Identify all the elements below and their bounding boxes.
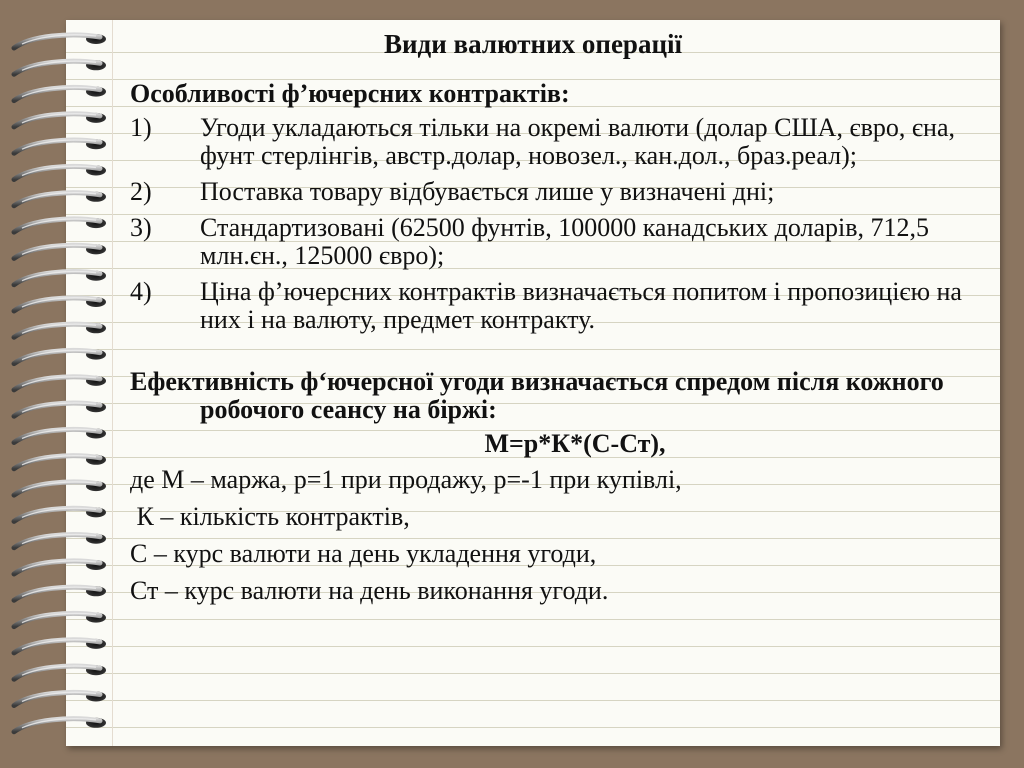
item-text: Ціна ф’ючерсних контрактів визначається попитом і пропозицією на них і на валюту, предмет контракту.: [200, 277, 962, 334]
slide-content: [130, 80, 980, 614]
binding-ring: [14, 402, 106, 416]
binding-ring: [14, 192, 106, 206]
item-number: 4): [130, 277, 152, 306]
binding-ring: [14, 297, 106, 311]
binding-ring: [14, 60, 106, 74]
item-text: Поставка товару відбувається лише у визначені дні;: [200, 177, 775, 206]
item-number: 1): [130, 113, 152, 142]
features-heading: Особливості ф’ючерсних контрактів:: [130, 79, 570, 108]
binding-ring: [14, 166, 106, 180]
list-item: [130, 178, 980, 206]
binding-ring: [14, 665, 106, 679]
binding-ring: [14, 560, 106, 574]
definition-line: Ст – курс валюти на день виконання угоди.: [130, 576, 609, 605]
margin-formula: М=р*К*(С-Ст),: [484, 429, 666, 458]
binding-ring: [14, 718, 106, 732]
item-number: 3): [130, 213, 152, 242]
binding-ring: [14, 376, 106, 390]
item-text: Стандартизовані (62500 фунтів, 100000 канадських доларів, 712,5 млн.єн., 125000 євро);: [200, 213, 930, 270]
binding-ring: [14, 586, 106, 600]
binding-ring: [14, 639, 106, 653]
binding-ring: [14, 429, 106, 443]
binding-ring: [14, 244, 106, 258]
list-item: [130, 278, 980, 334]
binding-ring: [14, 507, 106, 521]
effectiveness-statement: Ефективність ф‘ючерсної угоди визначається спредом після кожного робочого сеансу на біржі:: [130, 367, 944, 424]
item-text: Угоди укладаються тільки на окремі валюти (долар США, євро, єна, фунт стерлінгів, австр.долар, новозел., кан.дол., браз.реал);: [200, 113, 956, 170]
binding-ring: [14, 534, 106, 548]
spiral-binding: [0, 0, 120, 768]
list-item: [130, 114, 980, 170]
binding-ring: [14, 323, 106, 337]
binding-ring: [14, 87, 106, 101]
definition-line: С – курс валюти на день укладення угоди,: [130, 539, 597, 568]
item-number: 2): [130, 177, 152, 206]
definition-line: де М – маржа, р=1 при продажу, р=-1 при купівлі,: [130, 465, 682, 494]
list-item: [130, 214, 980, 270]
definition-line: К – кількість контрактів,: [130, 502, 410, 531]
binding-ring: [14, 455, 106, 469]
binding-ring: [14, 113, 106, 127]
binding-ring: [14, 139, 106, 153]
binding-ring: [14, 350, 106, 364]
binding-ring: [14, 613, 106, 627]
binding-ring: [14, 218, 106, 232]
features-list: [130, 114, 980, 334]
binding-ring: [14, 481, 106, 495]
binding-ring: [14, 692, 106, 706]
slide-title: Види валютних операції: [383, 29, 682, 59]
binding-ring: [14, 271, 106, 285]
